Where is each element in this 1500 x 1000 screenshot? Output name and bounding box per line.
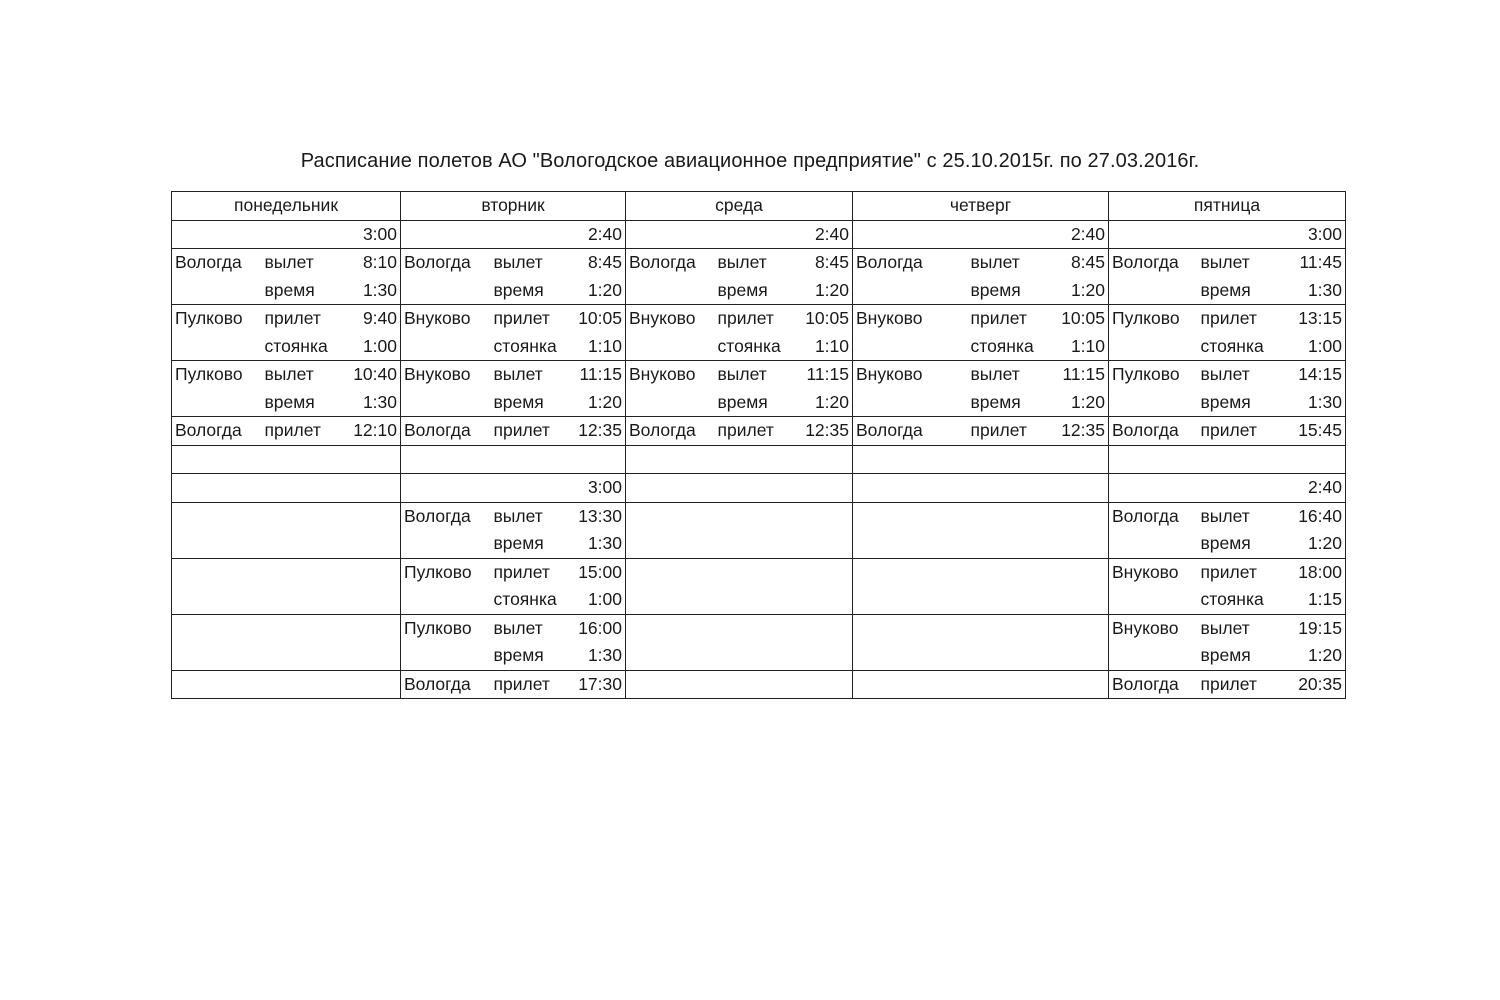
time-cell: 1:20 bbox=[800, 277, 853, 305]
airport-cell: Пулково bbox=[172, 361, 257, 389]
time-cell: 19:15 bbox=[1279, 614, 1346, 642]
time-cell bbox=[345, 670, 401, 699]
schedule-row bbox=[172, 502, 1346, 530]
time-cell: 16:00 bbox=[572, 614, 626, 642]
airport-cell bbox=[1109, 530, 1193, 558]
time-cell: 11:15 bbox=[1055, 361, 1109, 389]
action-cell bbox=[710, 558, 800, 586]
time-cell: 1:10 bbox=[800, 333, 853, 361]
time-cell: 2:40 bbox=[1055, 220, 1109, 249]
time-cell: 3:00 bbox=[345, 220, 401, 249]
time-cell: 1:20 bbox=[1055, 277, 1109, 305]
action-cell bbox=[963, 614, 1055, 642]
time-cell bbox=[800, 502, 853, 530]
action-cell: стоянка bbox=[493, 589, 557, 609]
time-cell: 1:10 bbox=[572, 333, 626, 361]
action-cell bbox=[710, 220, 800, 249]
action-cell bbox=[257, 642, 345, 670]
time-cell bbox=[1055, 670, 1109, 699]
action-cell: вылет bbox=[486, 249, 572, 277]
time-cell: 10:05 bbox=[1055, 305, 1109, 333]
schedule-row bbox=[172, 445, 1346, 474]
action-cell: время bbox=[264, 279, 315, 300]
airport-cell bbox=[172, 445, 257, 474]
day-header: среда bbox=[626, 192, 853, 221]
airport-cell bbox=[1109, 642, 1193, 670]
airport-cell: Пулково bbox=[172, 305, 257, 333]
schedule-row bbox=[172, 277, 1346, 305]
airport-cell bbox=[172, 530, 257, 558]
schedule-row bbox=[172, 389, 1346, 417]
time-cell: 8:10 bbox=[345, 249, 401, 277]
airport-cell bbox=[853, 220, 963, 249]
action-cell: стоянка bbox=[264, 335, 328, 356]
airport-cell bbox=[172, 558, 257, 586]
action-cell bbox=[486, 474, 572, 503]
action-cell bbox=[963, 530, 1055, 558]
time-cell: 3:00 bbox=[1279, 220, 1346, 249]
time-cell bbox=[1055, 614, 1109, 642]
time-cell bbox=[800, 642, 853, 670]
airport-cell bbox=[1109, 277, 1193, 305]
action-cell: прилет bbox=[1193, 305, 1279, 333]
time-cell: 1:20 bbox=[1055, 389, 1109, 417]
action-cell: прилет bbox=[1193, 558, 1279, 586]
time-cell: 1:20 bbox=[1279, 642, 1346, 670]
airport-cell bbox=[853, 277, 963, 305]
action-cell: время bbox=[264, 391, 315, 412]
action-cell bbox=[257, 530, 345, 558]
airport-cell: Внуково bbox=[401, 305, 486, 333]
airport-cell bbox=[1109, 445, 1193, 474]
action-cell bbox=[963, 558, 1055, 586]
action-cell bbox=[486, 220, 572, 249]
airport-cell bbox=[853, 530, 963, 558]
airport-cell: Вологда bbox=[401, 417, 486, 446]
action-cell: прилет bbox=[963, 305, 1055, 333]
action-cell: время bbox=[493, 533, 544, 553]
action-cell bbox=[963, 670, 1055, 699]
time-cell: 14:15 bbox=[1279, 361, 1346, 389]
day-header: понедельник bbox=[172, 192, 401, 221]
action-cell bbox=[1193, 474, 1279, 503]
airport-cell: Вологда bbox=[1109, 417, 1193, 446]
day-header-row bbox=[172, 192, 1346, 221]
time-cell: 12:10 bbox=[345, 417, 401, 446]
action-cell bbox=[963, 220, 1055, 249]
airport-cell: Пулково bbox=[401, 558, 486, 586]
time-cell: 12:35 bbox=[572, 417, 626, 446]
schedule-row bbox=[172, 417, 1346, 446]
airport-cell: Вологда bbox=[853, 417, 963, 446]
airport-cell bbox=[172, 642, 257, 670]
time-cell bbox=[1055, 642, 1109, 670]
airport-cell bbox=[401, 642, 486, 670]
airport-cell bbox=[853, 642, 963, 670]
airport-cell bbox=[172, 502, 257, 530]
airport-cell bbox=[401, 220, 486, 249]
airport-cell bbox=[172, 389, 257, 417]
action-cell bbox=[257, 220, 345, 249]
action-cell bbox=[963, 642, 1055, 670]
action-cell: время bbox=[717, 279, 768, 300]
schedule-row bbox=[172, 530, 1346, 558]
time-cell bbox=[1055, 558, 1109, 586]
airport-cell bbox=[172, 586, 257, 614]
time-cell bbox=[345, 502, 401, 530]
time-cell bbox=[345, 445, 401, 474]
time-cell: 9:40 bbox=[345, 305, 401, 333]
action-cell: прилет bbox=[1193, 670, 1279, 699]
airport-cell: Вологда bbox=[401, 249, 486, 277]
time-cell: 20:35 bbox=[1279, 670, 1346, 699]
airport-cell bbox=[626, 558, 710, 586]
airport-cell bbox=[172, 474, 257, 503]
airport-cell bbox=[626, 530, 710, 558]
action-cell: время bbox=[970, 391, 1021, 412]
action-cell: время bbox=[493, 645, 544, 665]
airport-cell: Вологда bbox=[401, 502, 486, 530]
action-cell bbox=[257, 670, 345, 699]
time-cell: 1:20 bbox=[572, 389, 626, 417]
action-cell bbox=[710, 530, 800, 558]
airport-cell bbox=[1109, 586, 1193, 614]
time-cell: 2:40 bbox=[1279, 474, 1346, 503]
time-cell bbox=[800, 445, 853, 474]
time-cell: 1:00 bbox=[1279, 333, 1346, 361]
time-cell: 2:40 bbox=[572, 220, 626, 249]
airport-cell bbox=[853, 445, 963, 474]
day-header: вторник bbox=[401, 192, 626, 221]
airport-cell bbox=[172, 220, 257, 249]
action-cell: прилет bbox=[710, 417, 800, 446]
schedule-row bbox=[172, 305, 1346, 333]
action-cell: прилет bbox=[1193, 417, 1279, 446]
airport-cell bbox=[1109, 389, 1193, 417]
action-cell: прилет bbox=[257, 417, 345, 446]
time-cell: 12:35 bbox=[800, 417, 853, 446]
action-cell: время bbox=[493, 391, 544, 412]
airport-cell bbox=[172, 670, 257, 699]
day-header: четверг bbox=[853, 192, 1109, 221]
action-cell: стоянка bbox=[1200, 335, 1264, 356]
action-cell: вылет bbox=[710, 361, 800, 389]
action-cell: вылет bbox=[257, 249, 345, 277]
time-cell: 3:00 bbox=[572, 474, 626, 503]
airport-cell bbox=[401, 389, 486, 417]
airport-cell bbox=[626, 445, 710, 474]
airport-cell bbox=[626, 502, 710, 530]
schedule-row bbox=[172, 249, 1346, 277]
time-cell bbox=[345, 474, 401, 503]
action-cell bbox=[963, 445, 1055, 474]
action-cell bbox=[963, 502, 1055, 530]
airport-cell bbox=[626, 333, 710, 361]
time-cell bbox=[1055, 530, 1109, 558]
airport-cell: Внуково bbox=[626, 305, 710, 333]
time-cell bbox=[1055, 586, 1109, 614]
airport-cell bbox=[172, 333, 257, 361]
airport-cell: Внуково bbox=[1109, 614, 1193, 642]
action-cell bbox=[710, 502, 800, 530]
airport-cell: Внуково bbox=[853, 361, 963, 389]
action-cell: прилет bbox=[257, 305, 345, 333]
airport-cell bbox=[626, 642, 710, 670]
airport-cell bbox=[401, 474, 486, 503]
time-cell: 11:15 bbox=[572, 361, 626, 389]
action-cell bbox=[710, 614, 800, 642]
action-cell bbox=[486, 445, 572, 474]
airport-cell bbox=[626, 614, 710, 642]
time-cell: 1:30 bbox=[572, 530, 626, 558]
airport-cell bbox=[853, 389, 963, 417]
schedule-row bbox=[172, 586, 1346, 614]
time-cell bbox=[800, 614, 853, 642]
time-cell: 11:45 bbox=[1279, 249, 1346, 277]
airport-cell: Внуково bbox=[401, 361, 486, 389]
airport-cell: Внуково bbox=[853, 305, 963, 333]
airport-cell bbox=[1109, 333, 1193, 361]
airport-cell: Пулково bbox=[1109, 361, 1193, 389]
time-cell: 10:05 bbox=[800, 305, 853, 333]
action-cell bbox=[963, 474, 1055, 503]
airport-cell bbox=[853, 502, 963, 530]
airport-cell: Пулково bbox=[1109, 305, 1193, 333]
time-cell: 1:30 bbox=[572, 642, 626, 670]
time-cell bbox=[800, 474, 853, 503]
time-cell bbox=[345, 614, 401, 642]
schedule-row bbox=[172, 361, 1346, 389]
airport-cell bbox=[853, 333, 963, 361]
time-cell: 1:30 bbox=[345, 389, 401, 417]
airport-cell bbox=[853, 586, 963, 614]
time-cell: 8:45 bbox=[800, 249, 853, 277]
time-cell bbox=[800, 586, 853, 614]
action-cell bbox=[257, 445, 345, 474]
action-cell: время bbox=[1200, 645, 1251, 665]
airport-cell bbox=[853, 474, 963, 503]
schedule-row bbox=[172, 558, 1346, 586]
action-cell bbox=[257, 558, 345, 586]
action-cell: вылет bbox=[486, 502, 572, 530]
time-cell bbox=[800, 670, 853, 699]
action-cell: стоянка bbox=[970, 335, 1034, 356]
time-cell: 1:00 bbox=[572, 586, 626, 614]
time-cell: 16:40 bbox=[1279, 502, 1346, 530]
time-cell: 1:20 bbox=[800, 389, 853, 417]
airport-cell: Вологда bbox=[626, 417, 710, 446]
action-cell bbox=[710, 474, 800, 503]
airport-cell bbox=[401, 277, 486, 305]
action-cell: стоянка bbox=[717, 335, 781, 356]
airport-cell: Пулково bbox=[401, 614, 486, 642]
action-cell bbox=[710, 670, 800, 699]
action-cell bbox=[710, 445, 800, 474]
schedule-row bbox=[172, 474, 1346, 503]
airport-cell bbox=[626, 586, 710, 614]
airport-cell: Вологда bbox=[1109, 502, 1193, 530]
time-cell: 17:30 bbox=[572, 670, 626, 699]
airport-cell bbox=[853, 558, 963, 586]
schedule-row bbox=[172, 220, 1346, 249]
action-cell: время bbox=[1200, 391, 1251, 412]
time-cell bbox=[345, 642, 401, 670]
airport-cell: Вологда bbox=[853, 249, 963, 277]
action-cell: прилет bbox=[963, 417, 1055, 446]
time-cell: 1:20 bbox=[1279, 530, 1346, 558]
airport-cell bbox=[853, 614, 963, 642]
airport-cell bbox=[626, 474, 710, 503]
airport-cell: Вологда bbox=[1109, 670, 1193, 699]
time-cell: 18:00 bbox=[1279, 558, 1346, 586]
airport-cell bbox=[1109, 220, 1193, 249]
action-cell: вылет bbox=[486, 361, 572, 389]
airport-cell bbox=[853, 670, 963, 699]
airport-cell bbox=[401, 445, 486, 474]
time-cell: 1:30 bbox=[345, 277, 401, 305]
time-cell: 10:40 bbox=[345, 361, 401, 389]
action-cell bbox=[963, 586, 1055, 614]
airport-cell bbox=[626, 389, 710, 417]
time-cell: 1:15 bbox=[1279, 586, 1346, 614]
airport-cell: Внуково bbox=[1109, 558, 1193, 586]
action-cell: вылет bbox=[1193, 614, 1279, 642]
action-cell: вылет bbox=[486, 614, 572, 642]
airport-cell bbox=[401, 586, 486, 614]
time-cell: 2:40 bbox=[800, 220, 853, 249]
action-cell: время bbox=[493, 279, 544, 300]
airport-cell bbox=[626, 277, 710, 305]
action-cell: время bbox=[717, 391, 768, 412]
time-cell bbox=[572, 445, 626, 474]
time-cell bbox=[800, 530, 853, 558]
airport-cell bbox=[172, 277, 257, 305]
action-cell: время bbox=[1200, 533, 1251, 553]
time-cell: 13:15 bbox=[1279, 305, 1346, 333]
action-cell: вылет bbox=[963, 361, 1055, 389]
day-header: пятница bbox=[1109, 192, 1346, 221]
time-cell bbox=[345, 558, 401, 586]
action-cell bbox=[710, 586, 800, 614]
time-cell: 13:30 bbox=[572, 502, 626, 530]
action-cell: вылет bbox=[257, 361, 345, 389]
time-cell: 10:05 bbox=[572, 305, 626, 333]
action-cell bbox=[1193, 445, 1279, 474]
time-cell bbox=[1055, 445, 1109, 474]
action-cell: время bbox=[970, 279, 1021, 300]
airport-cell: Вологда bbox=[401, 670, 486, 699]
action-cell bbox=[257, 474, 345, 503]
action-cell bbox=[257, 502, 345, 530]
time-cell bbox=[1055, 474, 1109, 503]
time-cell bbox=[345, 586, 401, 614]
time-cell: 1:30 bbox=[1279, 389, 1346, 417]
time-cell: 15:00 bbox=[572, 558, 626, 586]
schedule-row bbox=[172, 333, 1346, 361]
action-cell: прилет bbox=[486, 305, 572, 333]
time-cell: 1:00 bbox=[345, 333, 401, 361]
action-cell bbox=[257, 586, 345, 614]
action-cell: время bbox=[1200, 279, 1251, 300]
action-cell: вылет bbox=[1193, 502, 1279, 530]
action-cell: прилет bbox=[486, 417, 572, 446]
action-cell: вылет bbox=[1193, 249, 1279, 277]
action-cell: прилет bbox=[486, 558, 572, 586]
action-cell: вылет bbox=[1193, 361, 1279, 389]
schedule-row bbox=[172, 670, 1346, 699]
action-cell bbox=[257, 614, 345, 642]
airport-cell: Внуково bbox=[626, 361, 710, 389]
action-cell: стоянка bbox=[1200, 589, 1264, 609]
action-cell: прилет bbox=[710, 305, 800, 333]
time-cell: 8:45 bbox=[1055, 249, 1109, 277]
time-cell: 1:10 bbox=[1055, 333, 1109, 361]
action-cell bbox=[1193, 220, 1279, 249]
time-cell: 11:15 bbox=[800, 361, 853, 389]
airport-cell: Вологда bbox=[626, 249, 710, 277]
airport-cell: Вологда bbox=[172, 249, 257, 277]
airport-cell bbox=[172, 614, 257, 642]
time-cell: 15:45 bbox=[1279, 417, 1346, 446]
time-cell bbox=[800, 558, 853, 586]
action-cell: вылет bbox=[710, 249, 800, 277]
time-cell: 8:45 bbox=[572, 249, 626, 277]
airport-cell: Вологда bbox=[172, 417, 257, 446]
time-cell bbox=[1279, 445, 1346, 474]
action-cell: вылет bbox=[963, 249, 1055, 277]
flight-schedule-table bbox=[171, 191, 1346, 699]
action-cell bbox=[710, 642, 800, 670]
time-cell bbox=[345, 530, 401, 558]
page-title: Расписание полетов АО "Вологодское авиационное предприятие" с 25.10.2015г. по 27.03.2016г. bbox=[300, 150, 1200, 172]
time-cell: 12:35 bbox=[1055, 417, 1109, 446]
action-cell: стоянка bbox=[493, 335, 557, 356]
action-cell: прилет bbox=[486, 670, 572, 699]
time-cell: 1:30 bbox=[1279, 277, 1346, 305]
airport-cell: Вологда bbox=[1109, 249, 1193, 277]
schedule-row bbox=[172, 642, 1346, 670]
time-cell: 1:20 bbox=[572, 277, 626, 305]
airport-cell bbox=[626, 670, 710, 699]
airport-cell bbox=[1109, 474, 1193, 503]
airport-cell bbox=[401, 333, 486, 361]
schedule-row bbox=[172, 614, 1346, 642]
time-cell bbox=[1055, 502, 1109, 530]
airport-cell bbox=[626, 220, 710, 249]
airport-cell bbox=[401, 530, 486, 558]
